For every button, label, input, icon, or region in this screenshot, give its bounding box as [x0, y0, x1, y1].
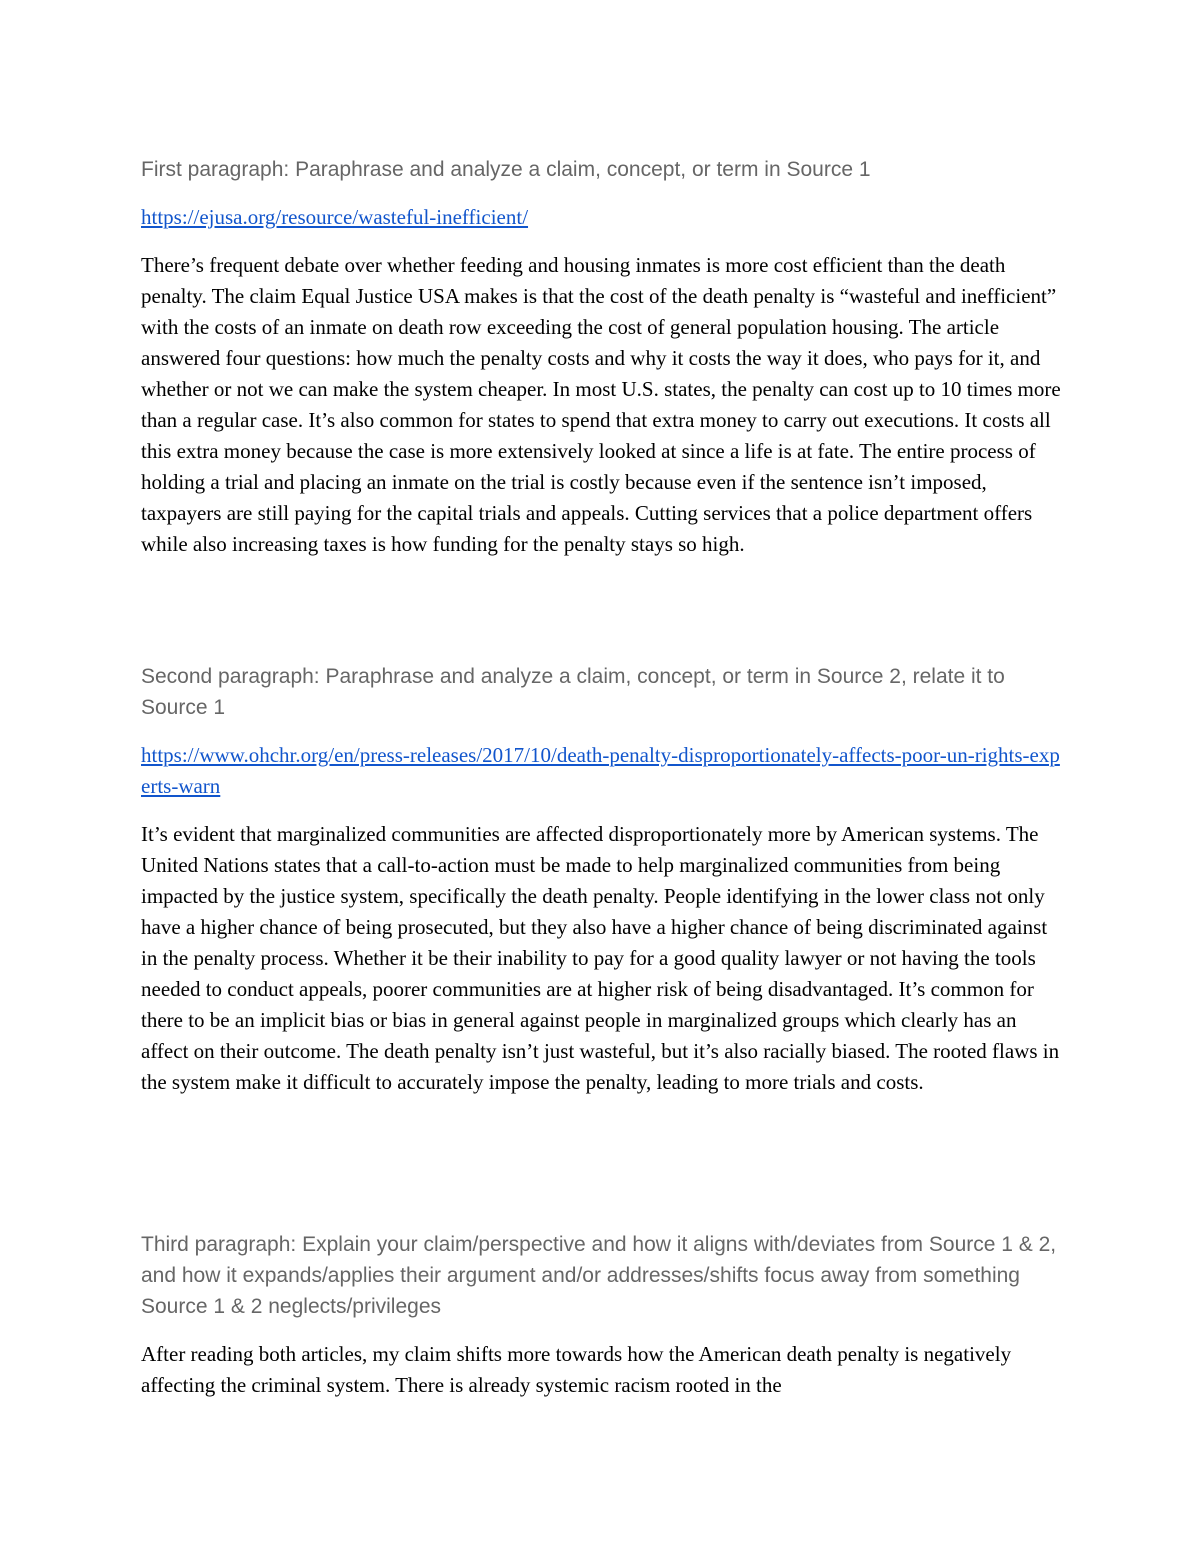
section-body: After reading both articles, my claim shifts more towards how the American death penalty is negatively affecting the criminal system. There is already systemic racism rooted in the — [141, 1342, 1012, 1397]
section-prompt: First paragraph: Paraphrase and analyze a claim, concept, or term in Source 1 — [141, 158, 871, 181]
section-third-paragraph — [141, 1229, 1061, 1401]
section-body: There’s frequent debate over whether feeding and housing inmates is more cost efficient than the death penalty. The claim Equal Justice USA makes is that the cost of the death penalty is “wasteful and inefficient” with the costs of an inmate on death row exceeding the cost of general population housing. The article answered four questions: how much the penalty costs and why it costs the way it does, who pays for it, and whether or not we can make the system cheaper. In most U.S. states, the penalty can cost up to 10 times more than a regular case. It’s also common for states to spend that extra money to carry out executions. It costs all this extra money because the case is more extensively looked at since a life is at fate. The entire process of holding a trial and placing an inmate on the trial is costly because even if the sentence isn’t imposed, taxpayers are still paying for the capital trials and appeals. Cutting services that a police department offers while also increasing taxes is how funding for the penalty stays so high. — [141, 253, 1061, 556]
section-body: It’s evident that marginalized communities are affected disproportionately more by American systems. The United Nations states that a call-to-action must be made to help marginalized communities from being impacted by the justice system, specifically the death penalty. People identifying in the lower class not only have a higher chance of being prosecuted, but they also have a higher chance of being discriminated against in the penalty process. Whether it be their inability to pay for a good quality lawyer or not having the tools needed to conduct appeals, poorer communities are at higher risk of being disadvantaged. It’s common for there to be an implicit bias or bias in general against people in marginalized groups which clearly has an affect on their outcome. The death penalty isn’t just wasteful, but it’s also racially biased. The rooted flaws in the system make it difficult to accurately impose the penalty, leading to more trials and costs. — [141, 822, 1060, 1094]
source-2-link[interactable]: https://www.ohchr.org/en/press-releases/2017/10/death-penalty-disproportionately-affects-poor-un-rights-experts-warn — [141, 743, 1060, 798]
section-prompt: Third paragraph: Explain your claim/perspective and how it aligns with/deviates from Source 1 & 2, and how it expands/applies their argument and/or addresses/shifts focus away from something Source 1 & 2 neglects/privileges — [141, 1233, 1057, 1318]
section-prompt: Second paragraph: Paraphrase and analyze a claim, concept, or term in Source 2, relate it to Source 1 — [141, 665, 1005, 719]
source-1-link[interactable]: https://ejusa.org/resource/wasteful-inefficient/ — [141, 205, 529, 229]
section-second-paragraph — [141, 661, 1061, 1098]
section-first-paragraph — [141, 154, 1061, 560]
